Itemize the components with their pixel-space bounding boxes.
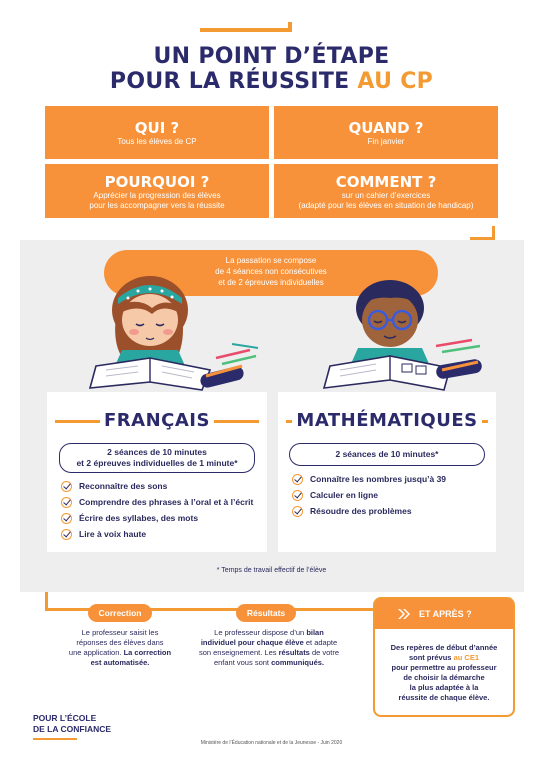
maths-heading — [278, 410, 496, 431]
info-pourquoi-text-1: Apprécier la progression des élèves — [93, 191, 221, 200]
francais-skill-label: Reconnaître des sons — [79, 481, 168, 491]
francais-card — [47, 392, 267, 552]
title-line-1: UN POINT D’ÉTAPE — [153, 44, 390, 69]
resultats-t5: enfant vous sont — [213, 658, 269, 667]
check-icon — [292, 506, 303, 517]
info-comment-text-2: (adapté pour les élèves en situation de handicap) — [298, 201, 474, 210]
info-comment-heading: COMMENT ? — [335, 173, 437, 191]
francais-sessions — [59, 443, 255, 473]
correction-line-3 — [58, 648, 182, 658]
info-pourquoi — [45, 164, 269, 218]
correction-line-3-text: une application. — [68, 648, 122, 657]
list-item — [61, 529, 267, 540]
top-decor-tick — [288, 22, 292, 32]
info-qui-heading: QUI ? — [134, 119, 180, 137]
girl-reading-illustration — [82, 258, 262, 394]
apres-box — [373, 597, 515, 717]
apres-line-2a: sont prévus — [408, 653, 452, 662]
francais-title: FRANÇAIS — [100, 410, 214, 431]
maths-skill-label: Connaître les nombres jusqu’à 39 — [310, 474, 447, 484]
francais-sessions-line-2: et 2 épreuves individuelles de 1 minute* — [76, 458, 238, 468]
resultats-line-1 — [198, 628, 340, 638]
resultats-t2: et adapte — [305, 638, 338, 647]
logo-line-2: DE LA CONFIANCE — [33, 724, 112, 734]
info-grid — [45, 106, 498, 218]
resultats-b1: bilan — [306, 628, 324, 637]
resultats-tag: Résultats — [236, 604, 296, 622]
correction-bold-2: est automatisée. — [90, 658, 150, 667]
boy-reading-illustration — [318, 258, 494, 394]
maths-card — [278, 392, 496, 552]
info-comment-text-1: sur un cahier d’exercices — [341, 191, 431, 200]
info-pourquoi-heading: POURQUOI ? — [104, 173, 210, 191]
ecole-confiance-logo — [33, 713, 111, 735]
apres-header — [375, 599, 513, 629]
resultats-line-2 — [198, 638, 340, 648]
top-decor-line — [200, 28, 292, 32]
francais-skill-label: Comprendre des phrases à l’oral et à l’écrit — [79, 497, 254, 507]
apres-highlight: au CE1 — [453, 653, 480, 662]
passation-line-2: de 4 séances non consécutives — [215, 267, 327, 276]
correction-line-4 — [58, 658, 182, 668]
double-chevron-right-icon — [397, 608, 411, 620]
resultats-b2: individuel pour chaque élève — [200, 638, 304, 647]
info-pourquoi-text-2: pour les accompagner vers la réussite — [89, 201, 225, 210]
resultats-t3: son enseignement. Les — [198, 648, 277, 657]
apres-line-1: Des repères de début d’année — [390, 643, 498, 652]
check-icon — [292, 490, 303, 501]
footnote: * Temps de travail effectif de l’élève — [216, 567, 327, 574]
maths-skill-list — [292, 474, 496, 517]
passation-line-3: et de 2 épreuves individuelles — [218, 278, 324, 287]
list-item — [61, 481, 267, 492]
apres-line-4: de choisir la démarche — [403, 673, 485, 682]
info-qui-text: Tous les élèves de CP — [117, 137, 197, 146]
apres-line-6: réussite de chaque élève. — [398, 693, 490, 702]
info-quand-heading: QUAND ? — [348, 119, 424, 137]
check-icon — [292, 474, 303, 485]
check-icon — [61, 513, 72, 524]
title-line-2-accent: AU CP — [357, 69, 434, 94]
info-quand — [274, 106, 498, 159]
maths-skill-label: Calculer en ligne — [310, 490, 379, 500]
passation-line-1: La passation se compose — [225, 256, 317, 265]
info-qui — [45, 106, 269, 159]
resultats-text — [198, 628, 340, 668]
correction-tag: Correction — [88, 604, 152, 622]
apres-line-3: pour permettre au professeur — [391, 663, 497, 672]
correction-text — [58, 628, 182, 668]
list-item — [292, 506, 496, 517]
check-icon — [61, 529, 72, 540]
resultats-t4: de votre — [311, 648, 340, 657]
maths-title: MATHÉMATIQUES — [292, 410, 481, 431]
info-comment — [274, 164, 498, 218]
correction-line-1: Le professeur saisit les — [81, 628, 159, 637]
apres-line-2 — [381, 653, 507, 663]
apres-line-5: la plus adaptée à la — [409, 683, 479, 692]
resultats-b4: communiqués — [271, 658, 322, 667]
francais-heading — [47, 410, 267, 431]
list-item — [61, 513, 267, 524]
apres-heading: ET APRÈS ? — [419, 609, 472, 619]
info-quand-text: Fin janvier — [367, 137, 405, 146]
apres-body — [375, 629, 513, 703]
check-icon — [61, 481, 72, 492]
francais-skill-list — [61, 481, 267, 540]
maths-sessions: 2 séances de 10 minutes* — [289, 443, 485, 466]
list-item — [61, 497, 267, 508]
correction-line-2: réponses des élèves dans — [76, 638, 164, 647]
logo-line-1: POUR L’ÉCOLE — [33, 713, 97, 723]
resultats-b3: résultats — [278, 648, 310, 657]
francais-sessions-line-1: 2 séances de 10 minutes — [107, 447, 207, 457]
title-line-2 — [0, 69, 543, 94]
list-item — [292, 474, 496, 485]
page-title — [0, 44, 543, 94]
check-icon — [61, 497, 72, 508]
correction-bold: La correction — [123, 648, 172, 657]
resultats-line-4: enfant vous sont communiqués. — [213, 658, 325, 667]
francais-skill-label: Écrire des syllabes, des mots — [79, 513, 199, 523]
credit-text: Ministère de l’Éducation nationale et de la Jeunesse - Juin 2020 — [200, 740, 343, 746]
resultats-t1: Le professeur dispose d’un — [214, 628, 305, 637]
maths-skill-label: Résoudre des problèmes — [310, 506, 412, 516]
francais-skill-label: Lire à voix haute — [79, 529, 147, 539]
list-item — [292, 490, 496, 501]
title-line-2-main: POUR LA RÉUSSITE — [109, 69, 358, 94]
resultats-line-3 — [198, 648, 340, 658]
